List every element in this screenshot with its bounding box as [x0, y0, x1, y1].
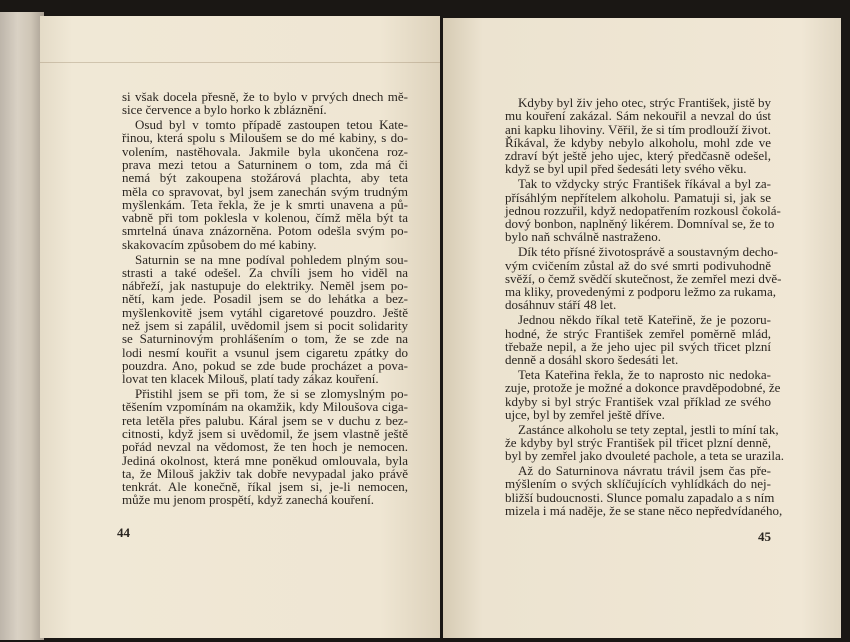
text-line: hodné, že strýc František zemřel poměrně mlád,	[505, 325, 771, 341]
paragraph	[505, 366, 781, 422]
right-page-text	[505, 95, 785, 519]
text-line: Osud byl v tomto případě zastoupen tetou Kate-	[135, 117, 408, 133]
text-line: myšlenkovitě jsem vytáhl cigaretové pouzdro. Ještě	[122, 304, 408, 320]
text-line: tenkrát. Ale konečně, říkal jsem si, je-li nemocen,	[122, 479, 408, 495]
text-line: lodi nesmí kouřit a vsunul jsem cigaretu zpátky do	[122, 344, 408, 360]
paragraph	[122, 90, 408, 117]
text-line: Jednou někdo říkal tetě Kateřině, že je pozoru-	[518, 312, 771, 328]
text-line: zuje, protože je možné a dokonce pravděpodobné, že	[505, 380, 781, 396]
text-line: Přistihl jsem se při tom, že si se zlomyslným po-	[135, 386, 408, 402]
page-number: 44	[117, 525, 130, 540]
text-line: citnosti, když jsem si uvědomil, že jsem vlastně ještě	[122, 425, 408, 441]
text-line: dový bonbon, naplněný likérem. Domníval se, že to	[505, 216, 775, 232]
text-line: pouzdra. Ano, pokud se zde bude procházet a pova-	[122, 357, 408, 373]
text-line: nábřeží, jak nastupuje do elektriky. Neměl jsem po-	[122, 278, 408, 294]
text-line: byl by zemřel jako dvouleté pachole, a teta se urazila.	[505, 448, 785, 464]
text-line: skakovacím způsobem do mé kabiny.	[122, 236, 317, 252]
text-line: Dík této přísné životosprávě a soustavným decho-	[518, 244, 778, 260]
text-line: Zastánce alkoholu se tety zeptal, jestli to míní tak,	[518, 421, 779, 437]
text-line: Jediná okolnost, která mne poněkud omlouvala, byla	[122, 452, 408, 468]
text-line: pořád nevzal na vědomost, že ten hoch je nemocen.	[122, 439, 408, 455]
text-line: Říkával, že kdyby nebylo alkoholu, mohl zde ve	[505, 134, 771, 150]
paragraph	[505, 313, 771, 366]
paragraph	[122, 253, 408, 386]
text-line: zdraví být ještě jeho ujec, který předčasně odešel,	[505, 148, 771, 164]
text-line: myšlenkám. Teta řekla, že je k smrti unavena a pů-	[122, 196, 408, 212]
text-line: mu kouření zakázal. Sám nekouřil a nevzal do úst	[505, 108, 771, 124]
left-page-text	[122, 90, 408, 508]
text-line: že kdyby byl strýc František pil třicet plzní denně,	[505, 434, 771, 450]
paragraph	[122, 118, 408, 251]
page-stack-edge	[0, 12, 44, 640]
text-line: mizela i má naděje, že se stane něco nepředvídaného,	[505, 502, 783, 518]
text-line: lovat ten klacek Milouš, platí tady zákaz kouření.	[122, 371, 379, 387]
text-line: Tak to vždycky strýc František říkával a byl za-	[518, 176, 771, 192]
text-line: nětí, kam jede. Posadil jsem se do lehátka a bez-	[122, 291, 408, 307]
text-line: prava mezi tetou a Saturninem o tom, zda má či	[122, 156, 408, 172]
paragraph	[505, 463, 783, 518]
paragraph	[505, 244, 782, 313]
paragraph	[505, 176, 781, 245]
text-line: dosáhnuv stáří 48 let.	[505, 297, 617, 313]
text-line: si však docela přesně, že to bylo v prvých dnech mě-	[122, 89, 408, 104]
paragraph	[505, 96, 771, 176]
text-line: když se byl upil před šedesáti lety svého věku.	[505, 161, 747, 177]
text-line: strasti a také odešel. Za chvíli jsem ho viděl na	[122, 264, 408, 280]
text-line: volením, nastěhovala. Jakmile byla ukončena roz-	[122, 143, 408, 159]
text-line: bližší budoucnosti. Slunce pomalu zapadalo a s ním	[505, 489, 775, 505]
right-page	[443, 18, 841, 638]
text-line: ani kapku lihoviny. Věřil, že si tím prodlouží život.	[505, 121, 771, 137]
text-line: mýšlením o svých sklíčujících vyhlídkách do nej-	[505, 476, 771, 492]
text-line: měla co spravovat, byl jsem zanechán svým trudným	[122, 183, 408, 199]
text-line: vým cvičením zůstal až do své smrti podivuhodně	[505, 257, 771, 273]
text-line: přísáhlým nepřítelem alkoholu. Pamatuji si, jak se	[505, 189, 771, 205]
page-number: 45	[758, 529, 771, 544]
text-line: Teta Kateřina řekla, že to naprosto nic nedoka-	[518, 366, 771, 382]
text-line: těšením vzpomínám na okamžik, kdy Miloušova ciga-	[122, 399, 408, 415]
paragraph	[505, 421, 785, 464]
text-line: ujce, byl by zemřel ještě dříve.	[505, 406, 665, 422]
text-line: kdyby si byl strýc František vzal příklad ze svého	[505, 393, 771, 409]
text-line: může mu jenom prospětí, když zanechá kouření.	[122, 492, 374, 508]
text-line: Saturnin se na mne podíval pohledem plným sou-	[135, 251, 408, 267]
page-crease	[40, 62, 440, 63]
text-line: řinou, která spolu s Miloušem se do mé kabiny, s do-	[122, 130, 408, 146]
text-line: Až do Saturninova návratu trávil jsem čas pře-	[518, 463, 771, 479]
text-line: svěží, o čemž svědčí skutečnost, že zemřel mezi dvě-	[505, 270, 782, 286]
text-line: jednou rozzuřil, když nedopatřením rozkousl čokolá-	[505, 202, 781, 218]
text-line: nemá být zakoupena stožárová plachta, aby teta	[122, 170, 408, 186]
text-line: denně a dosáhl skoro šedesáti let.	[505, 352, 679, 368]
text-line: se Saturninovým prohlášením o tom, že se zde na	[122, 331, 408, 347]
text-line: bylo naň schválně nastraženo.	[505, 229, 661, 245]
text-line: sice července a bylo horko k zbláznění.	[122, 102, 327, 118]
text-line: než jsem si zapálil, uvědomil jsem si pocit solidarity	[122, 318, 408, 334]
text-line: smrtelná únava znázorněna. Potom odešla svým po-	[122, 223, 408, 239]
paragraph	[122, 387, 408, 507]
text-line: vabně při tom poklesla v kolenou, čímž měla být ta	[122, 210, 408, 226]
text-line: Kdyby byl živ jeho otec, strýc František, jistě by	[518, 95, 771, 110]
text-line: ta, že Milouš jakživ tak dobře nevypadal jako právě	[122, 465, 408, 481]
left-page	[40, 16, 440, 638]
text-line: ma kliky, provedenými z podporu ležmo za rukama,	[505, 284, 776, 300]
text-line: reta letěla přes palubu. Káral jsem se v duchu z bez-	[122, 412, 408, 428]
text-line: třebaže nepil, a že jeho ujec pil svých třicet plzní	[505, 338, 771, 354]
